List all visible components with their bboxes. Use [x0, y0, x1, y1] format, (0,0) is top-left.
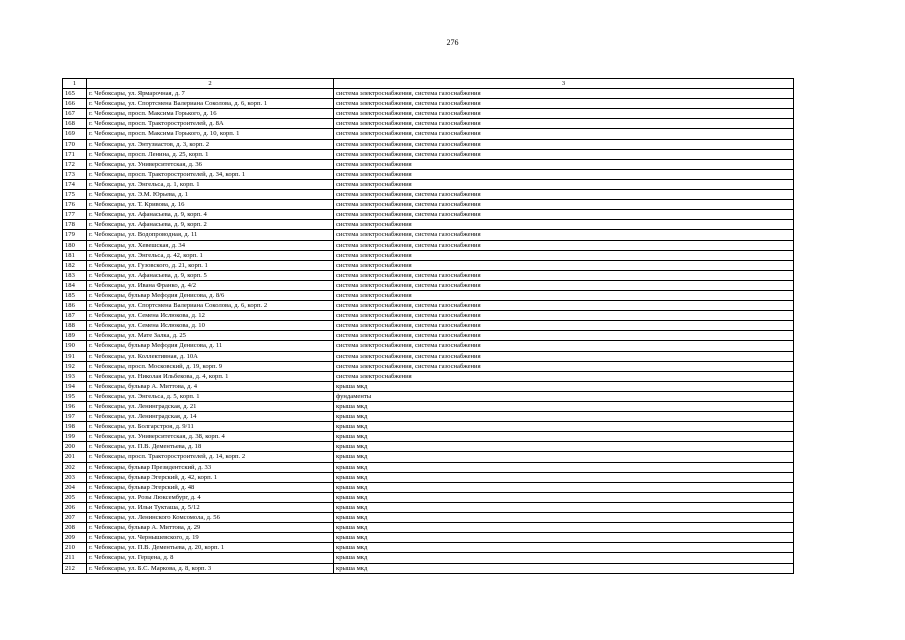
- table-row: [63, 89, 794, 99]
- table-row: [63, 190, 794, 200]
- column-header-1: 1: [63, 79, 87, 89]
- works-cell: система электроснабжения: [334, 169, 794, 179]
- table-row: [63, 402, 794, 412]
- row-number-cell: 208: [63, 523, 87, 533]
- address-cell: г. Чебоксары, ул. Ленинского Комсомола, д. 56: [87, 513, 334, 523]
- table-row: [63, 270, 794, 280]
- table-row: [63, 250, 794, 260]
- address-cell: г. Чебоксары, ул. Семена Ислюкова, д. 12: [87, 311, 334, 321]
- table-header-row: [63, 79, 794, 89]
- table-row: [63, 553, 794, 563]
- works-cell: фундаменты: [334, 391, 794, 401]
- table-row: [63, 412, 794, 422]
- address-cell: г. Чебоксары, ул. Энгельса, д. 1, корп. 1: [87, 179, 334, 189]
- address-cell: г. Чебоксары, ул. Хевешская, д. 34: [87, 240, 334, 250]
- address-cell: г. Чебоксары, просп. Максима Горького, д. 10, корп. 1: [87, 129, 334, 139]
- row-number-cell: 198: [63, 422, 87, 432]
- address-cell: г. Чебоксары, ул. Розы Люксембург, д. 4: [87, 492, 334, 502]
- works-cell: крыша мкд: [334, 523, 794, 533]
- works-cell: система электроснабжения, система газоснабжения: [334, 109, 794, 119]
- table-row: [63, 311, 794, 321]
- works-cell: крыша мкд: [334, 402, 794, 412]
- address-cell: г. Чебоксары, ул. П.В. Дементьева, д. 20, корп. 1: [87, 543, 334, 553]
- table-row: [63, 543, 794, 553]
- row-number-cell: 193: [63, 371, 87, 381]
- address-cell: г. Чебоксары, просп. Тракторостроителей, д. 14, корп. 2: [87, 452, 334, 462]
- row-number-cell: 204: [63, 482, 87, 492]
- table-row: [63, 371, 794, 381]
- works-cell: крыша мкд: [334, 482, 794, 492]
- row-number-cell: 209: [63, 533, 87, 543]
- address-cell: г. Чебоксары, ул. Ильи Тукташа, д. 5/12: [87, 502, 334, 512]
- address-cell: г. Чебоксары, ул. Афанасьева, д. 9, корп. 5: [87, 270, 334, 280]
- table-row: [63, 341, 794, 351]
- table-body: [63, 89, 794, 574]
- row-number-cell: 194: [63, 381, 87, 391]
- address-cell: г. Чебоксары, бульвар Мефодия Денисова, д. 8/6: [87, 290, 334, 300]
- address-cell: г. Чебоксары, ул. Т. Кривова, д. 16: [87, 200, 334, 210]
- row-number-cell: 173: [63, 169, 87, 179]
- row-number-cell: 182: [63, 260, 87, 270]
- column-header-3: 3: [334, 79, 794, 89]
- row-number-cell: 183: [63, 270, 87, 280]
- address-cell: г. Чебоксары, ул. Ивана Франко, д. 4/2: [87, 280, 334, 290]
- works-cell: крыша мкд: [334, 502, 794, 512]
- table-row: [63, 432, 794, 442]
- works-cell: крыша мкд: [334, 563, 794, 573]
- works-cell: крыша мкд: [334, 412, 794, 422]
- works-cell: система электроснабжения, система газоснабжения: [334, 311, 794, 321]
- row-number-cell: 192: [63, 361, 87, 371]
- row-number-cell: 168: [63, 119, 87, 129]
- works-cell: система электроснабжения: [334, 290, 794, 300]
- table-row: [63, 230, 794, 240]
- row-number-cell: 211: [63, 553, 87, 563]
- table-row: [63, 139, 794, 149]
- works-cell: система электроснабжения: [334, 159, 794, 169]
- works-cell: система электроснабжения, система газоснабжения: [334, 149, 794, 159]
- row-number-cell: 176: [63, 200, 87, 210]
- row-number-cell: 199: [63, 432, 87, 442]
- row-number-cell: 179: [63, 230, 87, 240]
- works-cell: крыша мкд: [334, 472, 794, 482]
- works-cell: крыша мкд: [334, 422, 794, 432]
- table-row: [63, 502, 794, 512]
- table-row: [63, 321, 794, 331]
- works-cell: крыша мкд: [334, 553, 794, 563]
- table-row: [63, 109, 794, 119]
- row-number-cell: 189: [63, 331, 87, 341]
- address-cell: г. Чебоксары, ул. Энгельса, д. 5, корп. 1: [87, 391, 334, 401]
- works-cell: система электроснабжения, система газоснабжения: [334, 321, 794, 331]
- works-cell: система электроснабжения: [334, 179, 794, 189]
- table-row: [63, 200, 794, 210]
- row-number-cell: 165: [63, 89, 87, 99]
- row-number-cell: 181: [63, 250, 87, 260]
- address-cell: г. Чебоксары, просп. Максима Горького, д. 16: [87, 109, 334, 119]
- table-row: [63, 472, 794, 482]
- table-row: [63, 351, 794, 361]
- address-cell: г. Чебоксары, ул. Коллективная, д. 10А: [87, 351, 334, 361]
- address-cell: г. Чебоксары, ул. Энгельса, д. 42, корп. 1: [87, 250, 334, 260]
- row-number-cell: 180: [63, 240, 87, 250]
- works-cell: крыша мкд: [334, 381, 794, 391]
- row-number-cell: 207: [63, 513, 87, 523]
- table-row: [63, 533, 794, 543]
- row-number-cell: 184: [63, 280, 87, 290]
- row-number-cell: 187: [63, 311, 87, 321]
- row-number-cell: 170: [63, 139, 87, 149]
- table-row: [63, 290, 794, 300]
- address-cell: г. Чебоксары, бульвар А. Миттова, д. 4: [87, 381, 334, 391]
- address-cell: г. Чебоксары, просп. Ленина, д. 25, корп. 1: [87, 149, 334, 159]
- address-cell: г. Чебоксары, ул. Гузовского, д. 21, корп. 1: [87, 260, 334, 270]
- table-row: [63, 482, 794, 492]
- address-cell: г. Чебоксары, ул. П.В. Дементьева, д. 18: [87, 442, 334, 452]
- address-cell: г. Чебоксары, просп. Тракторостроителей, д. 8А: [87, 119, 334, 129]
- row-number-cell: 175: [63, 190, 87, 200]
- row-number-cell: 166: [63, 99, 87, 109]
- address-cell: г. Чебоксары, ул. Спортсмена Валериана Соколова, д. 6, корп. 2: [87, 301, 334, 311]
- address-cell: г. Чебоксары, бульвар Эгерский, д. 48: [87, 482, 334, 492]
- address-cell: г. Чебоксары, ул. Спортсмена Валериана Соколова, д. 6, корп. 1: [87, 99, 334, 109]
- works-cell: крыша мкд: [334, 492, 794, 502]
- address-cell: г. Чебоксары, ул. Ленинградская, д. 21: [87, 402, 334, 412]
- works-cell: система электроснабжения, система газоснабжения: [334, 351, 794, 361]
- address-cell: г. Чебоксары, просп. Московский, д. 19, корп. 9: [87, 361, 334, 371]
- row-number-cell: 196: [63, 402, 87, 412]
- works-cell: система электроснабжения, система газоснабжения: [334, 99, 794, 109]
- address-cell: г. Чебоксары, ул. Университетская, д. 38, корп. 4: [87, 432, 334, 442]
- address-cell: г. Чебоксары, ул. Герцена, д. 8: [87, 553, 334, 563]
- table-row: [63, 240, 794, 250]
- address-cell: г. Чебоксары, ул. Энтузиастов, д. 3, корп. 2: [87, 139, 334, 149]
- address-cell: г. Чебоксары, ул. Университетская, д. 36: [87, 159, 334, 169]
- works-cell: крыша мкд: [334, 452, 794, 462]
- works-cell: система электроснабжения: [334, 220, 794, 230]
- address-cell: г. Чебоксары, ул. Мате Залка, д. 25: [87, 331, 334, 341]
- works-cell: система электроснабжения, система газоснабжения: [334, 301, 794, 311]
- works-cell: система электроснабжения, система газоснабжения: [334, 280, 794, 290]
- address-cell: г. Чебоксары, ул. Ленинградская, д. 14: [87, 412, 334, 422]
- row-number-cell: 212: [63, 563, 87, 573]
- table-row: [63, 381, 794, 391]
- address-cell: г. Чебоксары, ул. Э.М. Юрьева, д. 1: [87, 190, 334, 200]
- row-number-cell: 167: [63, 109, 87, 119]
- works-cell: крыша мкд: [334, 533, 794, 543]
- address-cell: г. Чебоксары, бульвар Эгерский, д. 42, корп. 1: [87, 472, 334, 482]
- table-row: [63, 99, 794, 109]
- address-cell: г. Чебоксары, бульвар А. Миттова, д. 29: [87, 523, 334, 533]
- address-cell: г. Чебоксары, просп. Тракторостроителей, д. 34, корп. 1: [87, 169, 334, 179]
- works-cell: система электроснабжения: [334, 371, 794, 381]
- works-cell: система электроснабжения, система газоснабжения: [334, 270, 794, 280]
- works-cell: система электроснабжения: [334, 260, 794, 270]
- table-row: [63, 301, 794, 311]
- row-number-cell: 177: [63, 210, 87, 220]
- row-number-cell: 210: [63, 543, 87, 553]
- address-cell: г. Чебоксары, ул. Водопроводная, д. 11: [87, 230, 334, 240]
- works-cell: крыша мкд: [334, 432, 794, 442]
- table-row: [63, 149, 794, 159]
- row-number-cell: 185: [63, 290, 87, 300]
- row-number-cell: 186: [63, 301, 87, 311]
- row-number-cell: 202: [63, 462, 87, 472]
- row-number-cell: 203: [63, 472, 87, 482]
- table-row: [63, 179, 794, 189]
- column-header-2: 2: [87, 79, 334, 89]
- works-cell: система электроснабжения, система газоснабжения: [334, 200, 794, 210]
- works-cell: система электроснабжения, система газоснабжения: [334, 119, 794, 129]
- address-cell: г. Чебоксары, ул. Семена Ислюкова, д. 10: [87, 321, 334, 331]
- registry-table: [62, 78, 794, 574]
- table-row: [63, 513, 794, 523]
- works-cell: крыша мкд: [334, 513, 794, 523]
- works-cell: система электроснабжения, система газоснабжения: [334, 341, 794, 351]
- table-row: [63, 452, 794, 462]
- table-row: [63, 361, 794, 371]
- address-cell: г. Чебоксары, ул. Чернышевского, д. 19: [87, 533, 334, 543]
- address-cell: г. Чебоксары, ул. Б.С. Маркова, д. 8, корп. 3: [87, 563, 334, 573]
- address-cell: г. Чебоксары, ул. Афанасьева, д. 9, корп. 4: [87, 210, 334, 220]
- works-cell: система электроснабжения, система газоснабжения: [334, 230, 794, 240]
- row-number-cell: 178: [63, 220, 87, 230]
- works-cell: система электроснабжения: [334, 250, 794, 260]
- address-cell: г. Чебоксары, бульвар Президентский, д. 33: [87, 462, 334, 472]
- table-row: [63, 422, 794, 432]
- works-cell: система электроснабжения, система газоснабжения: [334, 331, 794, 341]
- row-number-cell: 200: [63, 442, 87, 452]
- table-row: [63, 563, 794, 573]
- works-cell: крыша мкд: [334, 442, 794, 452]
- works-cell: система электроснабжения, система газоснабжения: [334, 361, 794, 371]
- address-cell: г. Чебоксары, ул. Болгарстроя, д. 9/11: [87, 422, 334, 432]
- table-row: [63, 119, 794, 129]
- table-row: [63, 260, 794, 270]
- row-number-cell: 195: [63, 391, 87, 401]
- row-number-cell: 201: [63, 452, 87, 462]
- table-row: [63, 331, 794, 341]
- row-number-cell: 205: [63, 492, 87, 502]
- row-number-cell: 197: [63, 412, 87, 422]
- table-row: [63, 462, 794, 472]
- address-cell: г. Чебоксары, ул. Николая Ильбекова, д. 4, корп. 1: [87, 371, 334, 381]
- row-number-cell: 190: [63, 341, 87, 351]
- works-cell: крыша мкд: [334, 462, 794, 472]
- row-number-cell: 174: [63, 179, 87, 189]
- page-number: 276: [446, 38, 459, 47]
- address-cell: г. Чебоксары, ул. Ярмарочная, д. 7: [87, 89, 334, 99]
- works-cell: крыша мкд: [334, 543, 794, 553]
- address-cell: г. Чебоксары, бульвар Мефодия Денисова, д. 11: [87, 341, 334, 351]
- row-number-cell: 171: [63, 149, 87, 159]
- table-row: [63, 220, 794, 230]
- row-number-cell: 191: [63, 351, 87, 361]
- table-row: [63, 169, 794, 179]
- table-row: [63, 492, 794, 502]
- table-row: [63, 159, 794, 169]
- table-row: [63, 391, 794, 401]
- table-row: [63, 523, 794, 533]
- row-number-cell: 172: [63, 159, 87, 169]
- row-number-cell: 169: [63, 129, 87, 139]
- table-row: [63, 129, 794, 139]
- works-cell: система электроснабжения, система газоснабжения: [334, 210, 794, 220]
- works-cell: система электроснабжения, система газоснабжения: [334, 240, 794, 250]
- row-number-cell: 206: [63, 502, 87, 512]
- works-cell: система электроснабжения, система газоснабжения: [334, 190, 794, 200]
- row-number-cell: 188: [63, 321, 87, 331]
- works-cell: система электроснабжения, система газоснабжения: [334, 139, 794, 149]
- table-row: [63, 210, 794, 220]
- table-row: [63, 442, 794, 452]
- table-row: [63, 280, 794, 290]
- works-cell: система электроснабжения, система газоснабжения: [334, 89, 794, 99]
- address-cell: г. Чебоксары, ул. Афанасьева, д. 9, корп. 2: [87, 220, 334, 230]
- works-cell: система электроснабжения, система газоснабжения: [334, 129, 794, 139]
